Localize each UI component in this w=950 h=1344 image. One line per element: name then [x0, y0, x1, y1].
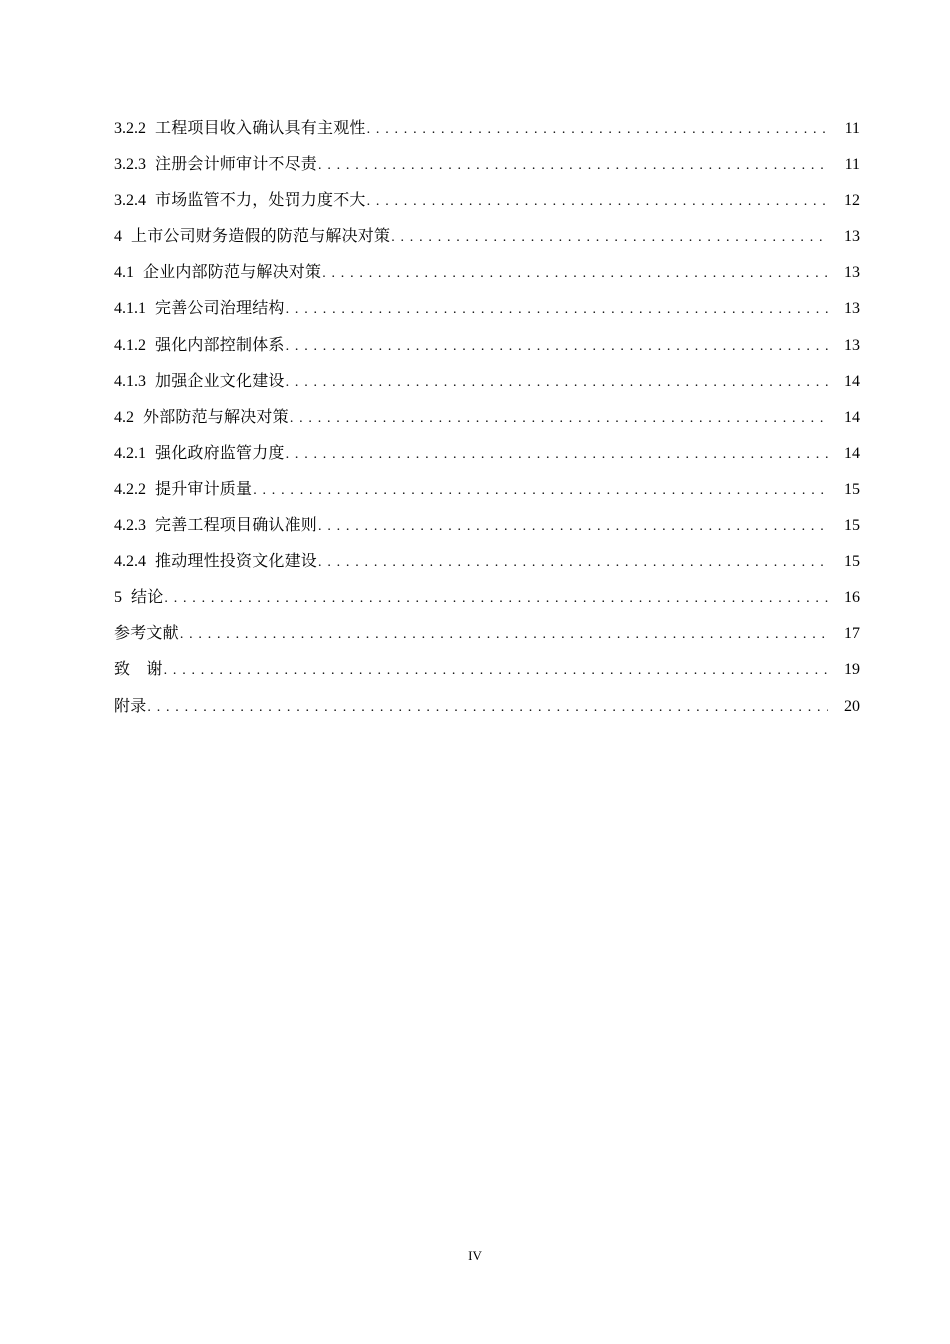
toc-entry[interactable] — [114, 335, 860, 371]
toc-entry-title: 附录 — [114, 695, 147, 715]
toc-entry[interactable] — [114, 515, 860, 551]
toc-entry-title: 完善工程项目确认准则 — [155, 515, 318, 535]
toc-entry[interactable] — [114, 371, 860, 407]
toc-entry-number: 4.2 — [114, 408, 134, 426]
toc-entry-page: 15 — [844, 480, 860, 498]
toc-entry[interactable] — [114, 623, 860, 659]
toc-dot-leader — [367, 190, 828, 212]
toc-entry-page: 14 — [844, 444, 860, 462]
toc-entry[interactable] — [114, 298, 860, 334]
toc-entry-number: 4.1 — [114, 264, 134, 282]
toc-entry-number: 4.1.3 — [114, 372, 146, 390]
toc-entry-number: 4.2.2 — [114, 480, 146, 498]
toc-entry-page: 11 — [844, 156, 860, 174]
toc-dot-leader — [322, 262, 828, 284]
toc-entry-title: 致 谢 — [114, 659, 163, 679]
toc-entry-page: 13 — [844, 336, 860, 354]
toc-entry-page: 15 — [844, 517, 860, 535]
toc-entry-title: 外部防范与解决对策 — [143, 406, 289, 426]
toc-entry-title: 推动理性投资文化建设 — [155, 551, 318, 571]
toc-dot-leader — [286, 371, 828, 393]
toc-entry[interactable] — [114, 587, 860, 623]
toc-entry[interactable] — [114, 154, 860, 190]
toc-entry-page: 20 — [844, 697, 860, 715]
toc-entry[interactable] — [114, 479, 860, 515]
toc-entry[interactable] — [114, 551, 860, 587]
toc-entry-number: 3.2.3 — [114, 156, 146, 174]
toc-entry-number: 4.1.2 — [114, 336, 146, 354]
toc-entry-page: 19 — [844, 661, 860, 679]
toc-dot-leader — [318, 551, 828, 573]
toc-entry[interactable] — [114, 262, 860, 298]
toc-entry[interactable] — [114, 443, 860, 479]
toc-dot-leader — [253, 479, 828, 501]
toc-dot-leader — [286, 298, 828, 320]
toc-entry-page: 14 — [844, 372, 860, 390]
toc-dot-leader — [367, 118, 828, 140]
toc-dot-leader — [286, 335, 828, 357]
toc-entry-title: 参考文献 — [114, 623, 179, 643]
toc-entry-number: 4 — [114, 228, 122, 246]
toc-entry-page: 14 — [844, 408, 860, 426]
toc-entry-page: 17 — [844, 625, 860, 643]
toc-entry-page: 15 — [844, 553, 860, 571]
toc-entry-title: 强化内部控制体系 — [155, 334, 285, 354]
toc-entry[interactable] — [114, 190, 860, 226]
toc-entry-number: 4.1.1 — [114, 300, 146, 318]
toc-dot-leader — [391, 226, 828, 248]
toc-dot-leader — [147, 696, 828, 718]
toc-entry-page: 13 — [844, 228, 860, 246]
toc-entry[interactable] — [114, 226, 860, 262]
toc-entry-page: 11 — [844, 120, 860, 137]
toc-entry-page: 13 — [844, 264, 860, 282]
toc-entry[interactable] — [114, 696, 860, 732]
toc-entry-title: 完善公司治理结构 — [155, 298, 285, 318]
toc-dot-leader — [318, 515, 828, 537]
toc-dot-leader — [318, 154, 828, 176]
table-of-contents — [114, 118, 860, 732]
toc-entry-page: 16 — [844, 589, 860, 607]
toc-entry-title: 提升审计质量 — [155, 478, 253, 498]
toc-entry-title: 注册会计师审计不尽责 — [155, 154, 318, 174]
toc-entry-number: 4.2.1 — [114, 444, 146, 462]
toc-entry[interactable] — [114, 118, 860, 154]
toc-entry-number: 4.2.4 — [114, 553, 146, 571]
toc-entry-number: 4.2.3 — [114, 517, 146, 535]
toc-entry-title: 上市公司财务造假的防范与解决对策 — [131, 226, 391, 246]
toc-entry-page: 13 — [844, 300, 860, 318]
toc-entry-title: 强化政府监管力度 — [155, 442, 285, 462]
toc-entry-number: 3.2.4 — [114, 192, 146, 210]
toc-entry-number: 5 — [114, 589, 122, 607]
toc-entry-title: 加强企业文化建设 — [155, 370, 285, 390]
toc-entry-title: 结论 — [131, 587, 164, 607]
page-number: IV — [468, 1248, 482, 1263]
toc-entry-title: 市场监管不力，处罚力度不大 — [155, 190, 366, 210]
toc-entry[interactable] — [114, 659, 860, 695]
toc-entry-title: 工程项目收入确认具有主观性 — [155, 118, 366, 137]
toc-dot-leader — [290, 407, 828, 429]
toc-dot-leader — [164, 659, 828, 681]
toc-dot-leader — [180, 623, 828, 645]
toc-entry-title: 企业内部防范与解决对策 — [143, 262, 322, 282]
toc-dot-leader — [164, 587, 828, 609]
toc-entry[interactable] — [114, 407, 860, 443]
toc-entry-number: 3.2.2 — [114, 120, 146, 137]
toc-dot-leader — [286, 443, 828, 465]
toc-entry-page: 12 — [844, 192, 860, 210]
